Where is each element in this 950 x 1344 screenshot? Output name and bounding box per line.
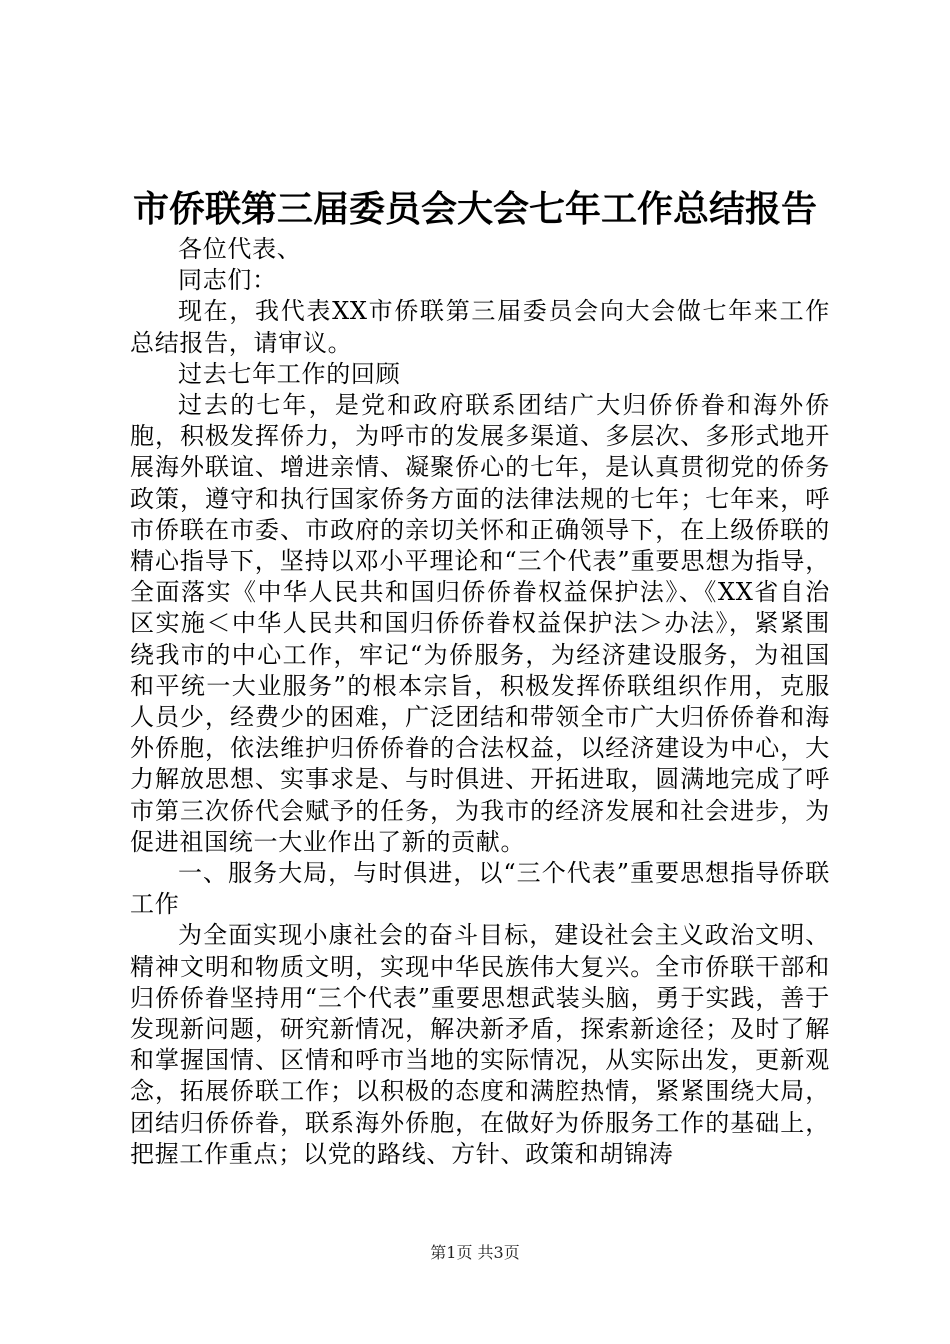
document-body bbox=[130, 234, 830, 1170]
intro-paragraph: 现在，我代表XX市侨联第三届委员会向大会做七年来工作总结报告，请审议。 bbox=[130, 297, 830, 357]
salutation-comrades: 同志们： bbox=[178, 266, 277, 295]
section-heading-one: 一、服务大局，与时俱进，以“三个代表”重要思想指导侨联工作 bbox=[130, 859, 830, 919]
section-one-paragraph: 为全面实现小康社会的奋斗目标，建设社会主义政治文明、精神文明和物质文明，实现中华民族伟大复兴。全市侨联干部和归侨侨眷坚持用“三个代表”重要思想武装头脑，勇于实践，善于发现新问题，研究新情况，解决新矛盾，探索新途径；及时了解和掌握国情、区情和呼市当地的实际情况，从实际出发，更新观念，拓展侨联工作；以积极的态度和满腔热情，紧紧围绕大局，团结归侨侨眷，联系海外侨胞，在做好为侨服务工作的基础上，把握工作重点；以党的路线、方针、政策和胡锦涛 bbox=[130, 921, 830, 1168]
page-footer: 第1页 共3页 bbox=[430, 1243, 520, 1262]
section-heading-review: 过去七年工作的回顾 bbox=[178, 359, 401, 388]
salutation-representatives: 各位代表、 bbox=[178, 235, 302, 263]
review-paragraph: 过去的七年，是党和政府联系团结广大归侨侨眷和海外侨胞，积极发挥侨力，为呼市的发展多渠道、多层次、多形式地开展海外联谊、增进亲情、凝聚侨心的七年，是认真贯彻党的侨务政策，遵守和执行国家侨务方面的法律法规的七年；七年来，呼市侨联在市委、市政府的亲切关怀和正确领导下，在上级侨联的精心指导下，坚持以邓小平理论和“三个代表”重要思想为指导，全面落实《中华人民共和国归侨侨眷权益保护法》、《XX省自治区实施＜中华人民共和国归侨侨眷权益保护法＞办法》，紧紧围绕我市的中心工作，牢记“为侨服务，为经济建设服务，为祖国和平统一大业服务”的根本宗旨，积极发挥侨联组织作用，克服人员少，经费少的困难，广泛团结和带领全市广大归侨侨眷和海外侨胞，依法维护归侨侨眷的合法权益，以经济建设为中心，大力解放思想、实事求是、与时俱进、开拓进取，圆满地完成了呼市第三次侨代会赋予的任务，为我市的经济发展和社会进步，为促进祖国统一大业作出了新的贡献。 bbox=[130, 391, 830, 856]
document-title: 市侨联第三届委员会大会七年工作总结报告 bbox=[132, 188, 817, 230]
